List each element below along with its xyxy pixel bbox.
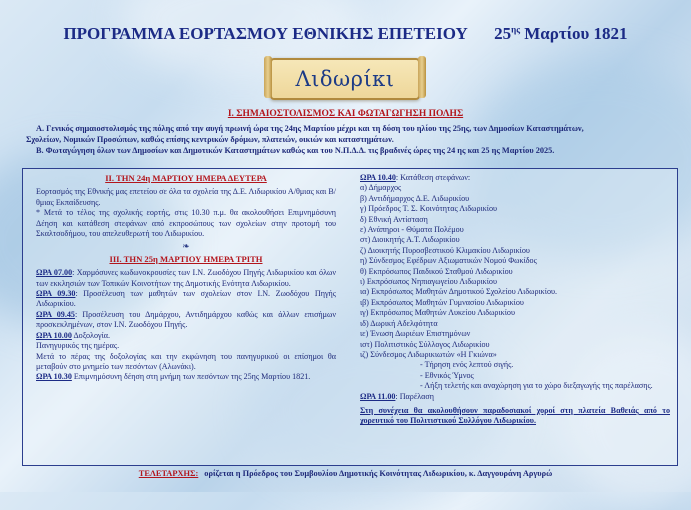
wreath-list-item: στ) Διοικητής Α.Τ. Λιδωρικίου	[360, 235, 460, 245]
schedule-text: : Κατάθεση στεφάνων:	[395, 173, 471, 182]
town-banner	[270, 58, 420, 100]
footer-text: ορίζεται η Πρόεδρος του Συμβουλίου Δημοτικής Κοινότητας Λιδωρικίου, κ. Δαγγουράνη Αργυρώ	[204, 469, 553, 478]
wreath-list	[360, 183, 670, 360]
wreath-list-item: ιζ) Σύνδεσμος Λιδωρικιωτών «Η Γκιώνα»	[360, 349, 497, 359]
schedule-item	[36, 331, 336, 341]
after-doxology: Μετά το πέρας της δοξολογίας και την εκφώνηση του πανηγυρικού οι επίσημοι θα μεταβούν στο μνημείο των πεσόντων (Αλωνάκι).	[36, 351, 336, 371]
schedule-time: ΩΡΑ 10.00	[36, 330, 72, 340]
schedule-text: Επιμνημόσυνη δέηση στη μνήμη των πεσόντων της 25ης Μαρτίου 1821.	[71, 372, 311, 382]
schedule-time: ΩΡΑ 09.45	[36, 309, 75, 319]
schedule-item	[36, 372, 336, 382]
footer	[0, 469, 691, 478]
panegyric-line: Πανηγυρικός της ημέρας.	[36, 341, 120, 351]
wreath-heading	[360, 173, 670, 183]
schedule-item	[36, 268, 336, 289]
ceremony-step: - Λήξη τελετής και αναχώρηση για το χώρο διεξαγωγής της παρέλασης.	[420, 381, 653, 391]
right-column	[360, 173, 670, 427]
schedule-text: : Προσέλευση του Δημάρχου, Αντιδημάρχου καθώς και άλλων επισήμων προσκεκλημένων, στον Ι.Ν. Ζωοδόχου Πηγής.	[36, 309, 336, 330]
section-3-title-text: ΙΙΙ. ΤΗΝ 25η ΜΑΡΤΙΟΥ ΗΜΕΡΑ ΤΡΙΤΗ	[109, 253, 263, 264]
section-3-title	[36, 254, 336, 264]
date-day: 25	[494, 24, 512, 43]
schedule-time: ΩΡΑ 11.00	[360, 391, 396, 401]
wreath-list-item: ιδ) Δωρική Αδελφότητα	[360, 318, 438, 328]
wreath-list-item: ια) Εκπρόσωπος Μαθητών Δημοτικού Σχολείου Λιδωρικίου.	[360, 287, 558, 297]
wreath-list-item: ιε) Ένωση Δωριέων Επιστημόνων	[360, 329, 471, 339]
date-sup: ης	[511, 24, 520, 35]
wreath-list-item: γ) Πρόεδρος Τ. Σ. Κοινότητας Λιδωρικίου	[360, 204, 498, 214]
wreath-list-item: ζ) Διοικητής Πυροσβεστικού Κλιμακίου Λιδωρικίου	[360, 245, 530, 255]
schedule-text: : Χαρμόσυνες κωδωνοκρουσίες των Ι.Ν. Ζωοδόχου Πηγής Λιδωρικίου και όλων των εκκλησιών των Τοπικών Κοινοτήτων της Δημοτικής Ενότητα Λιδωρικίου.	[36, 268, 336, 288]
schedule-time: ΩΡΑ 07.00	[36, 268, 73, 278]
ornament-icon: ❧	[182, 241, 190, 252]
wreath-list-item: ι) Εκπρόσωπος Νηπιαγωγείου Λιδωρικίου	[360, 277, 497, 287]
schedule-time: ΩΡΑ 10.30	[36, 372, 72, 382]
wreath-list-item: η) Σύνδεσμος Εφέδρων Αξιωματικών Νομού Φωκίδος	[360, 256, 537, 266]
parade-line	[360, 392, 670, 402]
section-2-title	[36, 173, 336, 183]
page-title	[0, 24, 691, 44]
schedule-time: ΩΡΑ 09.30	[36, 289, 76, 299]
section-2-p2: * Μετά το τέλος της σχολικής εορτής, στις 10.30 π.μ. θα ακολουθήσει Επιμνημόσυνη Δέηση και κατάθεση στεφάνων από εκπροσώπους των σχολείων στην προτομή του Σκαλτσοδήμου, του απελευθερωτή του Λιδωρικίου.	[36, 208, 336, 239]
section-1-body	[26, 123, 676, 156]
schedule-text: : Προσέλευση των μαθητών των σχολείων στον Ι.Ν. Ζωοδόχου Πηγής Λιδωρικίου.	[36, 289, 336, 309]
section-1-title	[0, 109, 691, 119]
date-rest: Μαρτίου 1821	[520, 24, 628, 43]
schedule-time: ΩΡΑ 10.40	[360, 173, 396, 182]
wreath-list-item: δ) Εθνική Αντίσταση	[360, 214, 428, 224]
section-1-line-a2: Σχολείων, Νομικών Προσώπων, καθώς επίσης κεντρικών δρόμων, πλατειών, οικιών και καταστημάτων.	[26, 135, 394, 144]
section-1-title-text: Ι. ΣΗΜΑΙΟΣΤΟΛΙΣΜΟΣ ΚΑΙ ΦΩΤΑΓΩΓΗΣΗ ΠΟΛΗΣ	[227, 109, 464, 119]
section-2-p1: Εορτασμός της Εθνικής μας επετείου σε όλα τα σχολεία της Δ.Ε. Λιδωρικίου Α/θμιας και Β/θμιας Εκπαίδευσης.	[36, 187, 336, 207]
title-text: ΠΡΟΓΡΑΜΜΑ ΕΟΡΤΑΣΜΟΥ ΕΘΝΙΚΗΣ ΕΠΕΤΕΙΟΥ	[63, 24, 468, 43]
section-1-line-b: Β. Φωταγώγηση όλων των Δημοσίων και Δημοτικών Καταστημάτων καθώς και του Ν.Π.Δ.Δ. τις βραδινές ώρες της 24 ης και 25 ης Μαρτίου 2025.	[36, 146, 555, 155]
wreath-list-item: β) Αντιδήμαρχος Δ.Ε. Λιδωρικίου	[360, 193, 470, 203]
wreath-list-item: ε) Ανάπηροι - Θύματα Πολέμου	[360, 225, 464, 235]
schedule-text: : Παρέλαση	[395, 391, 434, 401]
title-date	[494, 24, 627, 43]
closing-note: Στη συνέχεια θα ακολουθήσουν παραδοσιακοί χοροί στη πλατεία Βαθειάς από το χορευτικό του Πολιτιστικού Συλλόγου Λιδωρικίου.	[360, 405, 670, 426]
wreath-list-item: ιβ) Εκπρόσωπος Μαθητών Γυμνασίου Λιδωρικίου	[360, 297, 524, 307]
ceremony-steps	[360, 360, 670, 391]
section-2-title-text: ΙΙ. ΤΗΝ 24η ΜΑΡΤΙΟΥ ΗΜΕΡΑ ΔΕΥΤΕΡΑ	[105, 173, 267, 183]
footer-label: ΤΕΛΕΤΑΡΧΗΣ:	[138, 469, 199, 478]
town-name: Λιδωρίκι	[295, 67, 395, 91]
wreath-list-item: α) Δήμαρχος	[360, 183, 402, 193]
wreath-list-item: θ) Εκπρόσωπος Παιδικού Σταθμού Λιδωρικίου	[360, 266, 513, 276]
schedule-text: Δοξολογία.	[71, 330, 111, 340]
wreath-list-item: ιστ) Πολιτιστικός Σύλλογος Λιδωρικίου	[360, 339, 490, 349]
section-1-line-a: Α. Γενικός σημαιοστολισμός της πόλης από την αυγή πρωινή ώρα της 24ης Μαρτίου μέχρι και τη δύση του ηλίου της 25ης, των Δημοσίων Καταστημάτων,	[36, 124, 584, 133]
ceremony-step: - Εθνικός Ύμνος	[420, 370, 474, 380]
schedule-item	[36, 289, 336, 310]
ceremony-step: - Τήρηση ενός λεπτού σιγής.	[420, 360, 514, 370]
left-column	[36, 173, 336, 383]
wreath-list-item: ιγ) Εκπρόσωπος Μαθητών Λυκείου Λιδωρικίου	[360, 308, 515, 318]
schedule-item	[36, 310, 336, 331]
